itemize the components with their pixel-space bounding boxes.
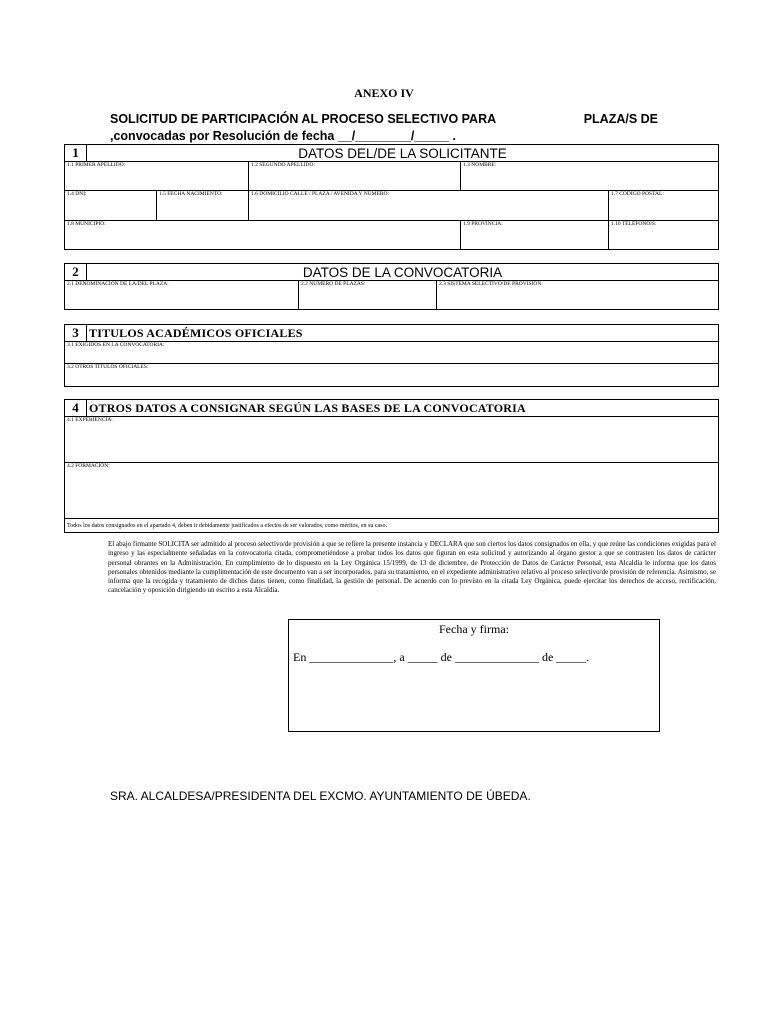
required-titles-label: 3.1 EXIGIDOS EN LA CONVOCATORIA:: [67, 342, 165, 348]
request-line-2: ,convocadas por Resolución de fecha __/________/_____ .: [110, 129, 457, 143]
section-4-title: OTROS DATOS A CONSIGNAR SEGÚN LAS BASES DE LA CONVOCATORIA: [87, 400, 719, 417]
phone-field[interactable]: [609, 221, 719, 250]
section-3-number: 3: [65, 325, 87, 342]
name-field[interactable]: [461, 162, 719, 191]
selection-system-field[interactable]: [437, 281, 719, 310]
municipality-label: 1.8 MUNICIPIO:: [67, 221, 106, 227]
municipality-field[interactable]: [65, 221, 461, 250]
addressee: SRA. ALCALDESA/PRESIDENTA DEL EXCMO. AYUNTAMIENTO DE ÚBEDA.: [110, 789, 531, 803]
postal-code-field[interactable]: [609, 191, 719, 221]
section-call: [64, 263, 719, 310]
selection-system-label: 2.3 SISTEMA SELECTIVO/DE PROVISIÓN:: [439, 281, 543, 287]
first-surname-field[interactable]: [65, 162, 249, 191]
experience-label: 4.1 EXPERIENCIA:: [67, 417, 113, 423]
request-line-1: [110, 112, 658, 126]
section-3-title: TITULOS ACADÉMICOS OFICIALES: [87, 325, 719, 342]
request-line-1-right: PLAZA/S DE: [583, 112, 658, 126]
section-titles: [64, 324, 719, 387]
second-surname-label: 1.2 SEGUNDO APELLIDO:: [251, 162, 316, 168]
other-titles-label: 3.2 OTROS TITULOS OFICIALES:: [67, 364, 149, 370]
address-label: 1.6 DOMICILIO CALLE / PLAZA / AVENIDA Y NÚMERO:: [251, 191, 390, 197]
declaration-text: El abajo firmante SOLICITA ser admitido al proceso selectivo/de provisión a que se refiere la presente instancia y DECLARA que son ciertos los datos consignados en ella, y que reúne las condiciones exigidas para el ingreso y las especialmente señaladas en la convocatoria citada, comprometiéndose a probar todos los datos que figuran en esta solicitud y autorizando al órgano gestor a que se contrasten los datos de carácter personal obrantes en la Administración. En cumplimiento de lo dispuesto en la Ley Orgánica 15/1999, de 13 de diciembre, de Protección de Datos de Carácter Personal, esta Alcaldía le informa que los datos personales obtenidos mediante la cumplimentación de este documento van a ser incorporados, para su tratamiento, en el expediente administrativo relativo al proceso selectivo/de provisión de referencia. Asimismo, se informa que la recogida y tratamiento de dichos datos tienen, como finalidad, la gestión de personal. De acuerdo con lo previsto en la citada Ley Orgánica, puede ejercitar los derechos de acceso, rectificación, cancelación y oposición dirigiendo un escrito a esta Alcaldía.: [108, 540, 716, 595]
section-4-note: Todos los datos consignados en el apartado 4, deben ir debidamente justificados a efectos de ser valorados, como méritos, en su caso.: [65, 519, 719, 533]
name-label: 1.3 NOMBRE:: [463, 162, 497, 168]
position-name-field[interactable]: [65, 281, 299, 310]
signature-title: Fecha y firma:: [439, 622, 509, 636]
training-field[interactable]: [65, 463, 719, 519]
second-surname-field[interactable]: [249, 162, 461, 191]
section-4-number: 4: [65, 400, 87, 417]
address-field[interactable]: [249, 191, 609, 221]
province-label: 1.9 PROVINCIA:: [463, 221, 503, 227]
position-name-label: 2.1 DENOMINACIÓN DE LA/DEL PLAZA:: [67, 281, 169, 287]
province-field[interactable]: [461, 221, 609, 250]
signature-date-line: En ______________, a _____ de ______________ de _____.: [293, 650, 590, 664]
other-titles-field[interactable]: [65, 364, 719, 387]
phone-label: 1.10 TELÉFONO/S:: [611, 221, 657, 227]
training-label: 4.2 FORMACIÓN:: [67, 463, 110, 469]
section-2-number: 2: [65, 264, 87, 281]
birthdate-label: 1.5 FECHA NACIMIENTO:: [159, 191, 223, 197]
positions-count-field[interactable]: [299, 281, 437, 310]
section-other-data: [64, 399, 719, 533]
section-applicant: [64, 144, 719, 250]
experience-field[interactable]: [65, 417, 719, 463]
dni-field[interactable]: [65, 191, 157, 221]
postal-code-label: 1.7 CODIGO POSTAL:: [611, 191, 664, 197]
section-1-title: DATOS DEL/DE LA SOLICITANTE: [87, 145, 719, 162]
dni-label: 1.4 DNI:: [67, 191, 87, 197]
birthdate-field[interactable]: [157, 191, 249, 221]
section-2-title: DATOS DE LA CONVOCATORIA: [87, 264, 719, 281]
signature-box[interactable]: [288, 619, 660, 732]
request-line-1-left: SOLICITUD DE PARTICIPACIÓN AL PROCESO SELECTIVO PARA: [110, 112, 497, 126]
first-surname-label: 1.1 PRIMER APELLIDO:: [67, 162, 126, 168]
page-title: ANEXO IV: [354, 86, 414, 100]
positions-count-label: 2.2 NUMERO DE PLAZAS:: [301, 281, 366, 287]
section-1-number: 1: [65, 145, 87, 162]
required-titles-field[interactable]: [65, 342, 719, 364]
